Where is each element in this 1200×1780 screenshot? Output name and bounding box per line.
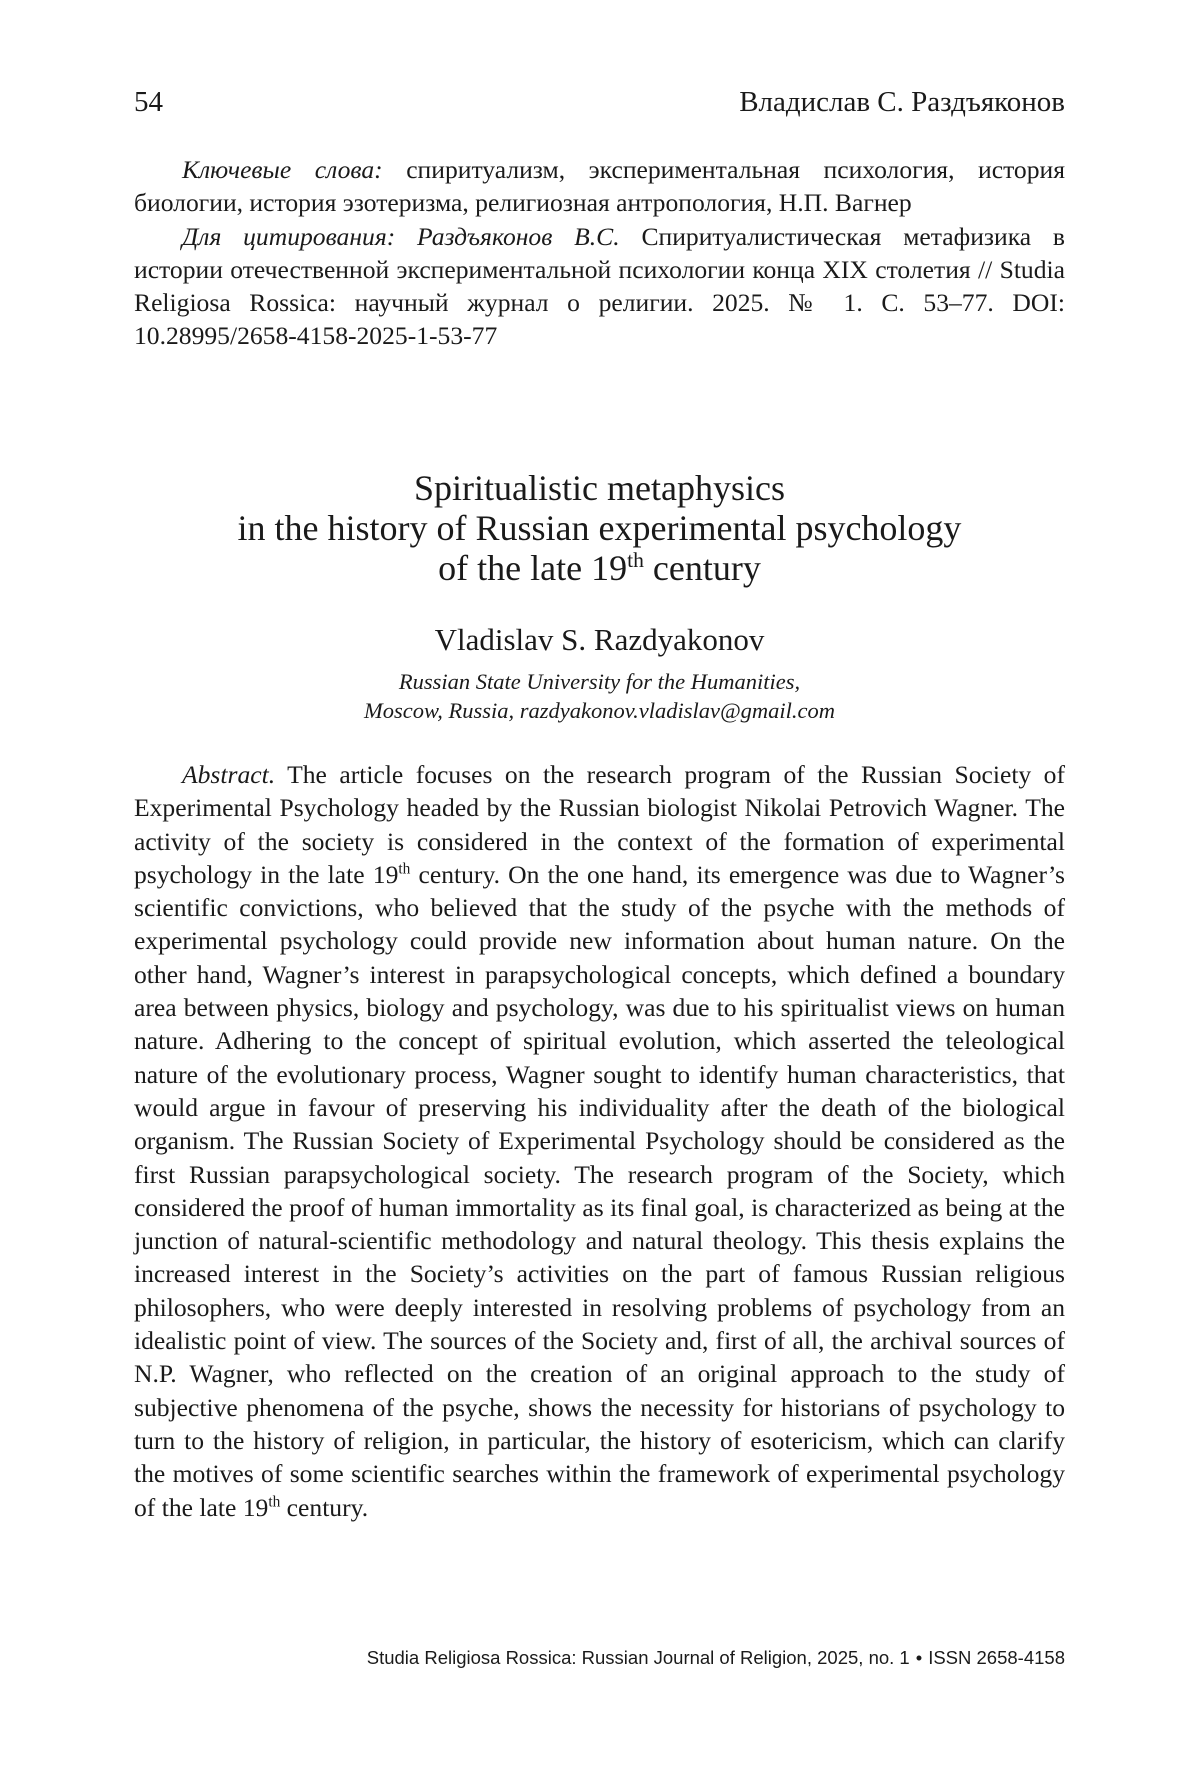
title-line-2: in the history of Russian experimental psychology bbox=[237, 508, 962, 548]
page-number: 54 bbox=[134, 86, 163, 118]
keywords-label: Ключевые слова: bbox=[182, 155, 383, 184]
abstract-paragraph: Abstract. The article focuses on the research program of the Russian Society of Experimental Psychology headed by the Russian biologist Nikolai Petrovich Wagner. The activity of the society is considered in the context of the formation of experimental psychology in the late 19th century. On the one hand, its emergence was due to Wagner’s scientific convictions, who believed that the study of the psyche with the methods of experimental psychology could provide new information about human nature. On the other hand, Wagner’s interest in parapsychological concepts, which defined a boundary area between physics, biology and psychology, was due to his spiritualist views on human nature. Adhering to the concept of spiritual evolution, which asserted the teleological nature of the evolutionary process, Wagner sought to identify human characteristics, that would argue in favour of preserving his individuality after the death of the biological organism. The Russian Society of Experimental Psychology should be considered as the first Russian parapsychological society. The research program of the Society, which considered the proof of human immortality as its final goal, is characterized as being at the junction of natural-scientific methodology and natural theology. This thesis explains the increased interest in the Society’s activities on the part of famous Russian religious philosophers, who were deeply interested in resolving problems of psychology from an idealistic point of view. The sources of the Society and, first of all, the archival sources of N.P. Wagner, who reflected on the creation of an original approach to the study of subjective phenomena of the psyche, shows the necessity for historians of psychology to turn to the history of religion, in particular, the history of esotericism, which can clarify the motives of some scientific searches within the framework of experimental psychology of the late 19th century. bbox=[134, 760, 1066, 1522]
citation-text: Спиритуалистическая метафизика в истории отечественной экспериментальной психологии конца XIX столетия // Studia Religiosa Rossica: научный журнал о религии. 2025. № 1. С. 53–77. DOI: 10.28995/2658-4158-2025-1-53-77 bbox=[134, 221, 1065, 351]
journal-footer bbox=[367, 1647, 1065, 1669]
author-name: Vladislav S. Razdyakonov bbox=[434, 622, 765, 657]
citation-paragraph bbox=[134, 220, 1065, 353]
title-line-3: of the late 19th century bbox=[438, 548, 761, 588]
footer-issn: ISSN 2658-4158 bbox=[928, 1647, 1065, 1668]
affiliation-line-1: Russian State University for the Humanities, bbox=[398, 669, 801, 694]
abstract-label: Abstract. bbox=[182, 760, 276, 789]
citation-label: Для цитирования: Раздъяконов В.С. bbox=[182, 221, 620, 251]
affiliation-line-2: Moscow, Russia, razdyakonov.vladislav@gmail.com bbox=[363, 698, 836, 723]
keywords-text: спиритуализм, экспериментальная психология, история биологии, история эзотеризма, религиозная антропология, Н.П. Вагнер bbox=[134, 155, 1065, 218]
author-affiliation bbox=[134, 667, 1065, 725]
footer-journal: Studia Religiosa Rossica: Russian Journal of Religion, 2025, no. 1 bbox=[366, 1647, 910, 1668]
article-title bbox=[134, 468, 1065, 588]
footer-separator: • bbox=[915, 1647, 923, 1668]
running-header bbox=[134, 86, 1065, 119]
title-line-1: Spiritualistic metaphysics bbox=[414, 468, 785, 508]
running-author: Владислав С. Раздъяконов bbox=[739, 86, 1065, 118]
russian-metadata bbox=[134, 153, 1065, 353]
keywords-paragraph bbox=[134, 153, 1065, 220]
